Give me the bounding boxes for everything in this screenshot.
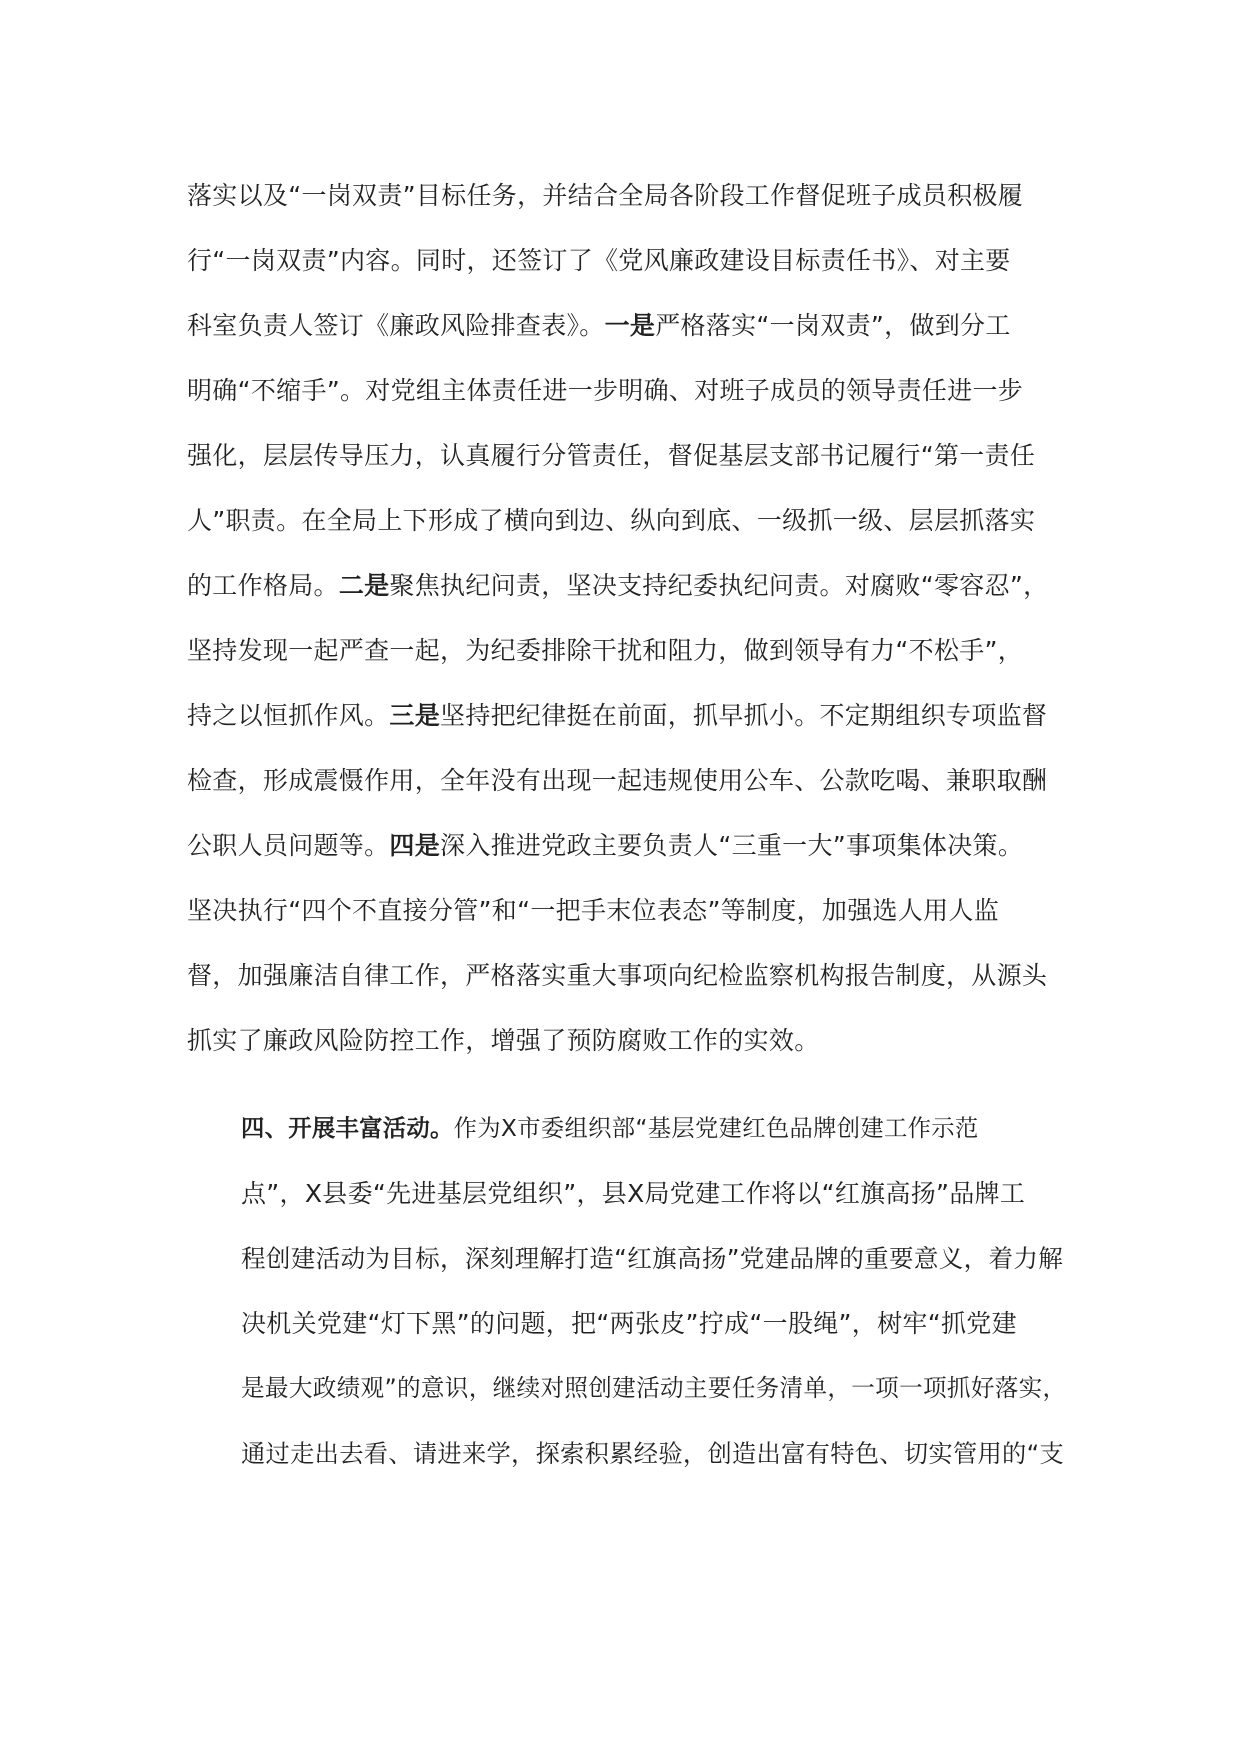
- text-line: 检查，形成震慑作用，全年没有出现一起违规使用公车、公款吃喝、兼职取酬: [187, 766, 1048, 795]
- text-line: 抓实了廉政风险防控工作，增强了预防腐败工作的实效。: [187, 1026, 820, 1055]
- bold-marker: 三是: [389, 701, 441, 730]
- paragraph-discipline: [187, 163, 1067, 1073]
- text-line: 落实以及“一岗双责”目标任务，并结合全局各阶段工作督促班子成员积极履: [187, 181, 1024, 210]
- bold-marker: 一是: [604, 311, 656, 340]
- text-line: 决机关党建“灯下黑”的问题，把“两张皮”拧成“一股绳”，树牢“抓党建: [241, 1309, 1017, 1338]
- text-line: [187, 813, 1067, 878]
- bold-marker: 二是: [338, 571, 390, 600]
- text-segment: 公职人员问题等。: [187, 831, 390, 860]
- text-line: 程创建活动为目标，深刻理解打造“红旗高扬”党建品牌的重要意义，着力解: [241, 1244, 1064, 1273]
- text-line: [187, 553, 1067, 618]
- text-line: 坚持发现一起严查一起，为纪委排除干扰和阻力，做到领导有力“不松手”，: [187, 636, 1024, 665]
- text-line: 明确“不缩手”。对党组主体责任进一步明确、对班子成员的领导责任进一步: [187, 376, 1024, 405]
- text-line: [187, 293, 1067, 358]
- text-segment: 科室负责人签订《廉政风险排查表》。: [187, 311, 605, 340]
- text-segment: 作为X市委组织部“基层党建红色品牌创建工作示范: [453, 1114, 979, 1142]
- text-line: [187, 683, 1067, 748]
- bold-marker: 四是: [389, 831, 441, 860]
- text-segment: 聚焦执纪问责，坚决支持纪委执纪问责。对腐败“零容忍”，: [389, 571, 1049, 600]
- text-line: 行“一岗双责”内容。同时，还签订了《党风廉政建设目标责任书》、对主要: [187, 246, 1011, 275]
- text-line: [187, 1096, 1067, 1161]
- text-line: 督，加强廉洁自律工作，严格落实重大事项向纪检监察机构报告制度，从源头: [187, 961, 1048, 990]
- section-heading: 四、开展丰富活动。: [241, 1114, 454, 1142]
- paragraph-activities: [187, 1096, 1067, 1486]
- text-line: 人”职责。在全局上下形成了横向到边、纵向到底、一级抓一级、层层抓落实: [187, 506, 1036, 535]
- text-line: 是最大政绩观”的意识，继续对照创建活动主要任务清单，一项一项抓好落实，: [241, 1374, 1067, 1402]
- text-line: 通过走出去看、请进来学，探索积累经验，创造出富有特色、切实管用的“支: [241, 1439, 1065, 1468]
- text-segment: 严格落实“一岗双责”，做到分工: [655, 311, 1011, 340]
- text-segment: 坚持把纪律挺在前面，抓早抓小。不定期组织专项监督: [440, 701, 1048, 730]
- text-line: 强化，层层传导压力，认真履行分管责任，督促基层支部书记履行“第一责任: [187, 441, 1036, 470]
- text-segment: 的工作格局。: [187, 571, 339, 600]
- text-segment: 深入推进党政主要负责人“三重一大”事项集体决策。: [440, 831, 1024, 860]
- text-segment: 持之以恒抓作风。: [187, 701, 390, 730]
- text-line: 点”，X县委“先进基层党组织”，县X局党建工作将以“红旗高扬”品牌工: [241, 1179, 1026, 1208]
- text-line: 坚决执行“四个不直接分管”和“一把手末位表态”等制度，加强选人用人监: [187, 896, 1000, 925]
